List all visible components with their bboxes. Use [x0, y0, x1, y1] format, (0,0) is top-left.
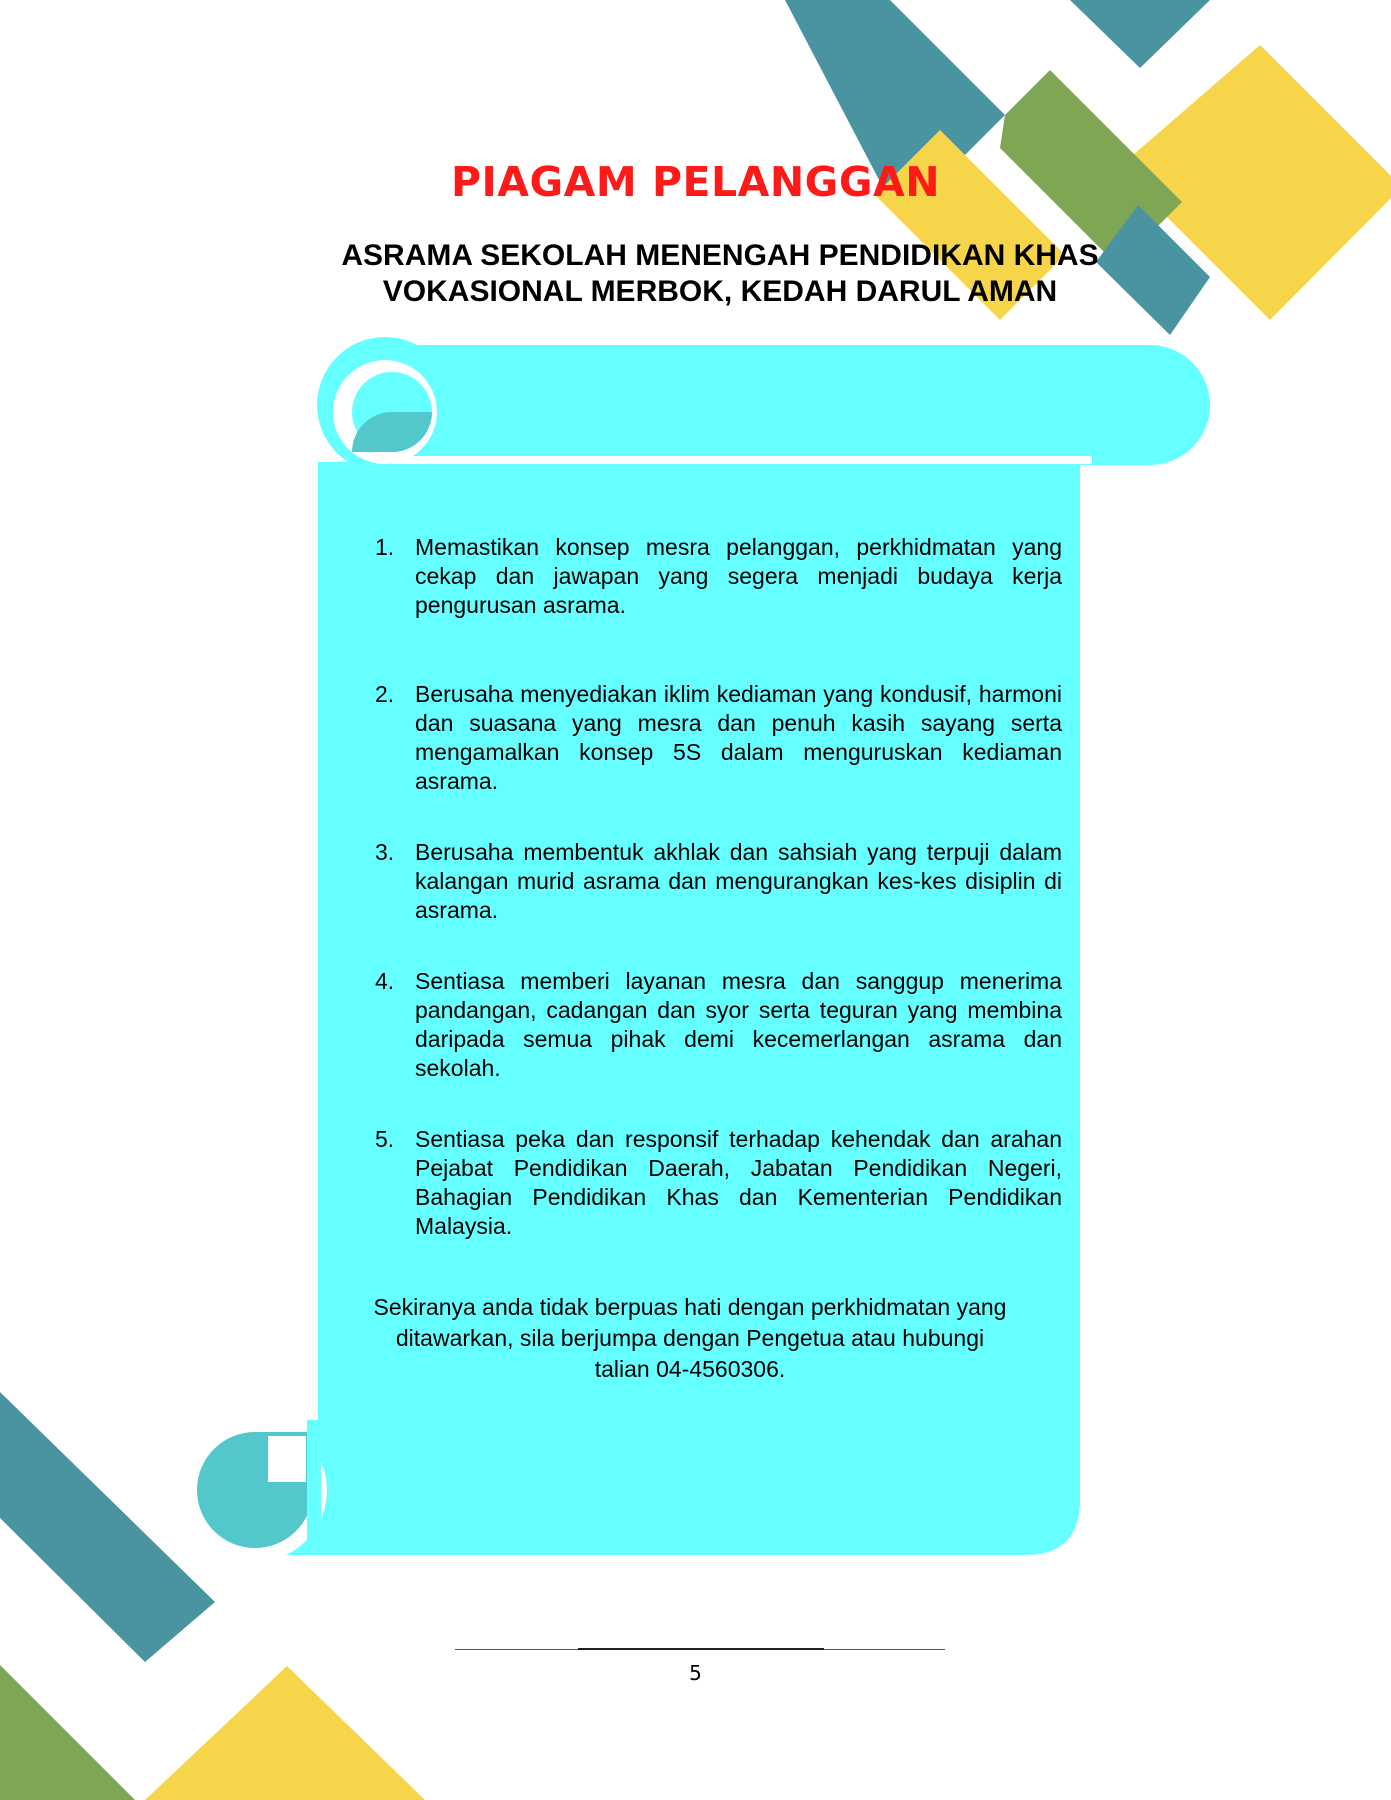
subtitle-line-1: ASRAMA SEKOLAH MENENGAH PENDIDIKAN KHAS [341, 239, 1099, 272]
charter-item-text: Sentiasa memberi layanan mesra dan sanggup menerima pandangan, cadangan dan syor serta teguran yang membina daripada semua pihak demi kecemerlangan asrama dan sekolah. [415, 968, 1062, 1081]
charter-list [370, 533, 1062, 1283]
charter-item [370, 1125, 1062, 1241]
charter-item [370, 533, 1062, 620]
contact-note-line-3: talian 04-4560306. [594, 1356, 786, 1382]
charter-item-number: 5. [375, 1126, 395, 1152]
contact-note-line-2: ditawarkan, sila berjumpa dengan Pengetua atau hubungi [395, 1325, 985, 1351]
scroll-bottom-curl-notch [268, 1436, 306, 1482]
page-number: 5 [689, 1661, 702, 1685]
scroll-bottom-left-edge [307, 1420, 321, 1550]
scroll-top-curl-lip [392, 456, 1092, 464]
subtitle-line-2: VOKASIONAL MERBOK, KEDAH DARUL AMAN [382, 275, 1058, 308]
charter-item-text: Berusaha menyediakan iklim kediaman yang kondusif, harmoni dan suasana yang mesra dan penuh kasih sayang serta mengamalkan konsep 5S dalam menguruskan kediaman asrama. [415, 681, 1062, 794]
footer-divider-accent [578, 1648, 824, 1650]
page-title: PIAGAM PELANGGAN [450, 158, 941, 206]
contact-note-line-1: Sekiranya anda tidak berpuas hati dengan perkhidmatan yang [373, 1294, 1007, 1320]
charter-item-text: Memastikan konsep mesra pelanggan, perkhidmatan yang cekap dan jawapan yang segera menjadi budaya kerja pengurusan asrama. [415, 534, 1062, 618]
charter-item [370, 838, 1062, 925]
charter-item-number: 1. [375, 534, 395, 560]
charter-item-number: 3. [375, 839, 395, 865]
institution-subtitle [270, 238, 1170, 310]
contact-note [340, 1292, 1040, 1385]
scroll-top-roll [390, 345, 1210, 465]
charter-item-text: Berusaha membentuk akhlak dan sahsiah yang terpuji dalam kalangan murid asrama dan mengurangkan kes-kes disiplin di asrama. [415, 839, 1062, 923]
charter-item [370, 680, 1062, 796]
charter-item-number: 4. [375, 968, 395, 994]
charter-item [370, 967, 1062, 1083]
charter-item-number: 2. [375, 681, 395, 707]
charter-item-text: Sentiasa peka dan responsif terhadap kehendak dan arahan Pejabat Pendidikan Daerah, Jabatan Pendidikan Negeri, Bahagian Pendidikan Khas dan Kementerian Pendidikan Malaysia. [415, 1126, 1062, 1239]
